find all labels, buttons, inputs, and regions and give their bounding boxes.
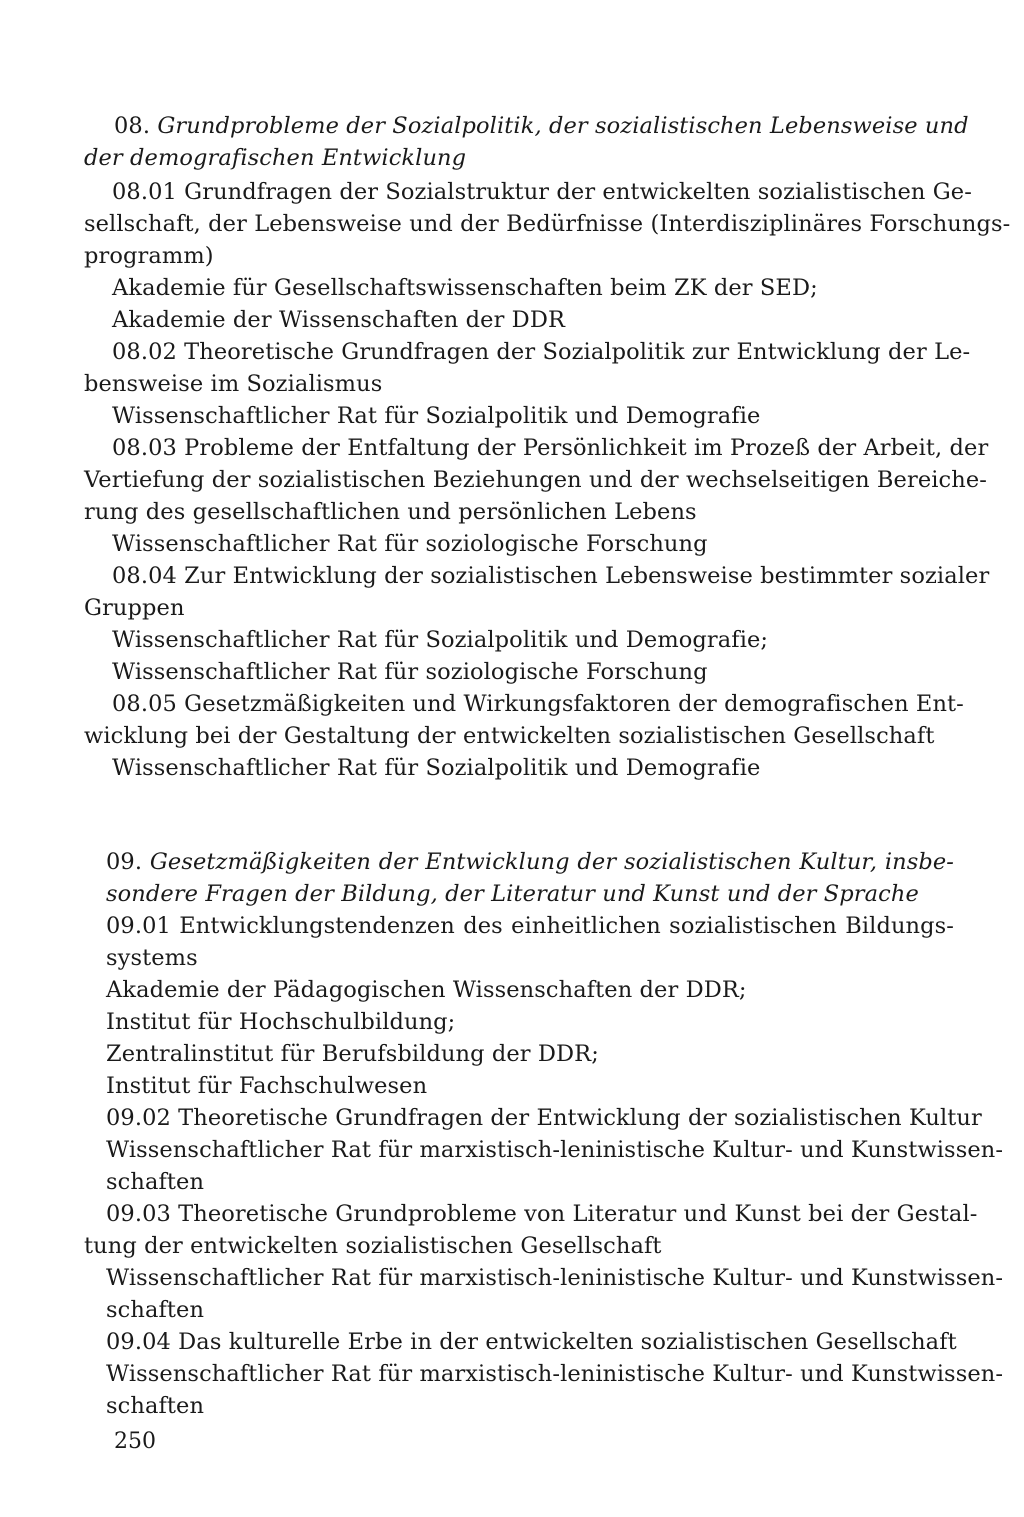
item-text: wicklung bei der Gestaltung der entwickelten sozialistischen Gesellschaft [84,723,935,749]
institution: Institut für Fachschulwesen [106,1073,428,1099]
item-09-01: 09.01 Entwicklungstendenzen des einheitlichen sozialistischen Bildungs- [106,913,954,939]
institution-cont: schaften [106,1393,205,1419]
item-text: programm) [84,243,214,269]
item-09-04: 09.04 Das kulturelle Erbe in der entwickelten sozialistischen Gesellschaft [106,1329,957,1355]
section-title: Grundprobleme der Sozialpolitik, der sozialistischen Lebensweise und [157,113,969,139]
institution: Wissenschaftlicher Rat für Sozialpolitik und Demografie [112,755,761,781]
institution: Akademie der Wissenschaften der DDR [112,307,565,333]
institution: Wissenschaftlicher Rat für soziologische Forschung [112,531,708,557]
institution: Akademie der Pädagogischen Wissenschaften der DDR; [106,977,747,1003]
section-title: Gesetzmäßigkeiten der Entwicklung der sozialistischen Kultur, insbe- [149,849,954,875]
section-number: 08. [114,113,158,139]
section-number: 09. [106,849,150,875]
page-number: 250 [114,1429,156,1454]
institution: Wissenschaftlicher Rat für Sozialpolitik und Demografie [112,403,761,429]
item-text: Vertiefung der sozialistischen Beziehungen und der wechselseitigen Bereiche- [84,467,987,493]
item-text: systems [106,945,198,971]
item-08-05: 08.05 Gesetzmäßigkeiten und Wirkungsfaktoren der demografischen Ent- [112,691,964,717]
section-heading-09 [106,846,954,878]
institution: Zentralinstitut für Berufsbildung der DDR; [106,1041,599,1067]
item-08-04: 08.04 Zur Entwicklung der sozialistischen Lebensweise bestimmter sozialer [112,563,990,589]
item-09-02: 09.02 Theoretische Grundfragen der Entwicklung der sozialistischen Kultur [106,1105,982,1131]
item-text: rung des gesellschaftlichen und persönlichen Lebens [84,499,697,525]
item-text: Gruppen [84,595,185,621]
institution: Institut für Hochschulbildung; [106,1009,456,1035]
institution: Wissenschaftlicher Rat für marxistisch-leninistische Kultur- und Kunstwissen- [106,1361,1004,1387]
item-08-02: 08.02 Theoretische Grundfragen der Sozialpolitik zur Entwicklung der Le- [112,339,971,365]
institution: Akademie für Gesellschaftswissenschaften beim ZK der SED; [112,275,818,301]
item-08-03: 08.03 Probleme der Entfaltung der Persönlichkeit im Prozeß der Arbeit, der [112,435,989,461]
institution: Wissenschaftlicher Rat für marxistisch-leninistische Kultur- und Kunstwissen- [106,1265,1004,1291]
institution: Wissenschaftlicher Rat für marxistisch-leninistische Kultur- und Kunstwissen- [106,1137,1004,1163]
item-text: tung der entwickelten sozialistischen Gesellschaft [84,1233,662,1259]
item-text: sellschaft, der Lebensweise und der Bedürfnisse (Interdisziplinäres Forschungs- [84,211,1011,237]
item-text: bensweise im Sozialismus [84,371,383,397]
institution-cont: schaften [106,1169,205,1195]
institution-cont: schaften [106,1297,205,1323]
section-title-cont: sondere Fragen der Bildung, der Literatur und Kunst und der Sprache [106,881,919,907]
section-heading-08 [114,110,969,142]
item-09-03: 09.03 Theoretische Grundprobleme von Literatur und Kunst bei der Gestal- [106,1201,978,1227]
item-08-01: 08.01 Grundfragen der Sozialstruktur der entwickelten sozialistischen Ge- [112,179,972,205]
section-title-cont: der demografischen Entwicklung [84,145,467,171]
institution: Wissenschaftlicher Rat für Sozialpolitik und Demografie; [112,627,769,653]
institution: Wissenschaftlicher Rat für soziologische Forschung [112,659,708,685]
